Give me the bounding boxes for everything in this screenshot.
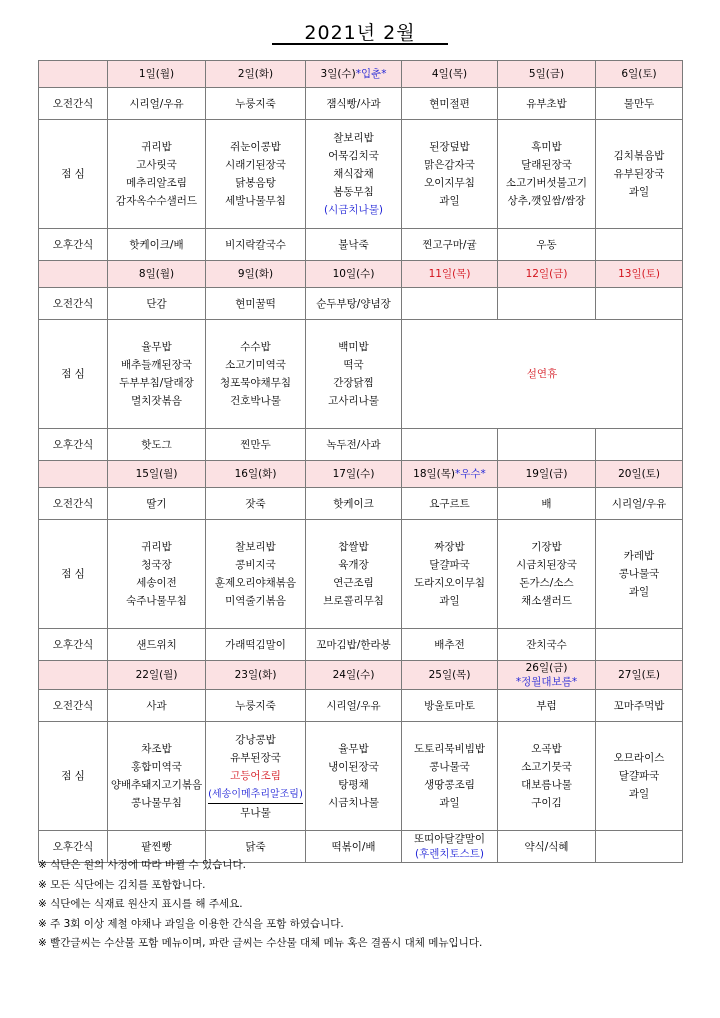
menu-item: 찰보리밥 [235,541,276,553]
pm-snack-row [39,629,683,661]
lunch-cell [206,320,306,429]
date-label: 20일(토) [618,468,660,480]
date-cell [596,261,683,288]
menu-item: 고등어조림 [230,769,281,782]
date-cell [108,461,206,488]
am-snack-row [39,88,683,120]
date-row [39,261,683,288]
menu-item: 율무밥 [141,341,172,353]
menu-item: 멸치잣볶음 [131,395,182,407]
snack-cell: 현미절편 [402,88,498,120]
menu-item: 청포묵야채무침 [219,377,291,389]
snack-cell: 순두부탕/양념장 [306,288,402,320]
snack-cell: 핫케이크/배 [108,229,206,261]
row-label: 오전간식 [39,288,108,320]
menu-item: 채소샐러드 [521,595,572,607]
date-cell [306,461,402,488]
menu-item: 두부부침/달래장 [119,377,194,389]
date-label: 12일(금) [525,268,568,280]
menu-item: 카레밥 [623,550,655,562]
snack-cell [402,429,498,461]
date-cell [108,61,206,88]
pm-snack-row [39,229,683,261]
date-label: 22일(월) [135,669,178,681]
snack-cell: 약식/식혜 [498,831,596,863]
snack-cell: 현미꿀떡 [206,288,306,320]
date-row [39,661,683,690]
menu-item: 소고기미역국 [225,359,286,371]
lunch-cell [206,120,306,229]
menu-item: 연근조림 [333,577,374,589]
date-label: 15일(월) [135,468,178,480]
snack-cell [596,629,683,661]
date-cell [306,661,402,690]
lunch-cell [498,722,596,831]
menu-item: 간장닭찜 [333,377,374,389]
lunch-row [39,520,683,629]
date-cell [498,261,596,288]
date-label: 24일(수) [332,669,375,681]
holiday-cell: 설연휴 [402,320,683,429]
date-cell [402,661,498,690]
menu-item: 맑은감자국 [424,159,475,171]
snack-cell [596,429,683,461]
lunch-row [39,120,683,229]
snack-cell: 우동 [498,229,596,261]
date-label: 19일(금) [525,468,568,480]
date-cell [306,61,402,88]
snack-cell: 닭죽 [206,831,306,863]
menu-item: 귀리밥 [141,541,172,553]
menu-item: 귀리밥 [141,141,172,153]
row-label: 점 심 [39,320,108,429]
menu-item: 채식잡채 [333,168,374,180]
menu-item: 오므라이스 [613,752,665,764]
date-label: 17일(수) [332,468,375,480]
menu-item: 김치볶음밥 [613,150,665,162]
note-line: ※ 빨간글씨는 수산물 포함 메뉴이며, 파란 글씨는 수산물 대체 메뉴 혹은 결품시 대체 메뉴입니다. [38,937,483,949]
date-cell [108,661,206,690]
menu-item: 고사리나물 [328,395,379,407]
menu-item: 달걀파국 [618,770,660,782]
date-corner-cell [39,461,108,488]
menu-item: 양배추돼지고기볶음 [110,779,203,791]
menu-item: 과일 [628,788,650,800]
snack-cell: 유부초밥 [498,88,596,120]
notes [38,856,688,954]
snack-cell: 찐고구마/귤 [402,229,498,261]
note-line: ※ 식단은 원의 사정에 따라 바뀔 수 있습니다. [38,859,246,871]
am-snack-row [39,488,683,520]
menu-item: 돈가스/소스 [519,577,574,589]
lunch-cell [402,120,498,229]
menu-item: 홍합미역국 [131,761,182,773]
snack-cell: 불낙죽 [306,229,402,261]
snack-cell: 팥찐빵 [108,831,206,863]
lunch-cell [596,520,683,629]
row-label: 오전간식 [39,690,108,722]
date-label: 5일(금) [528,68,565,80]
menu-item: 백미밥 [338,341,369,353]
menu-item: 무나물 [240,806,271,819]
date-label: 1일(월) [138,68,175,80]
note-line: ※ 식단에는 식재료 원산지 표시를 해 주세요. [38,898,243,910]
menu-item: (시금치나물) [324,204,383,216]
menu-item: 달걀파국 [429,559,470,571]
menu-item: 대보름나물 [521,779,572,791]
menu-item: 율무밥 [338,743,369,755]
lunch-cell [306,320,402,429]
lunch-cell [306,120,402,229]
snack-cell: 물만두 [596,88,683,120]
menu-item: 과일 [628,186,650,198]
snack-cell: 누룽지죽 [206,690,306,722]
lunch-cell [108,120,206,229]
lunch-cell [108,320,206,429]
lunch-row [39,320,683,429]
menu-item: 배추들깨된장국 [120,359,192,371]
snack-cell: 사과 [108,690,206,722]
snack-cell: 잼식빵/사과 [306,88,402,120]
row-label: 점 심 [39,120,108,229]
date-row [39,461,683,488]
date-label: 2일(화) [237,68,274,80]
snack-cell: 요구르트 [402,488,498,520]
menu-item: 달래된장국 [521,159,572,171]
date-cell [498,61,596,88]
lunch-cell [402,520,498,629]
menu-item: 상추,깻잎쌈/쌈장 [507,195,586,207]
menu-item: (후렌치토스트) [414,847,485,860]
row-label: 오후간식 [39,429,108,461]
snack-cell: 시리얼/우유 [108,88,206,120]
lunch-cell [596,120,683,229]
snack-cell: 잣죽 [206,488,306,520]
snack-cell: 꼬마김밥/한라봉 [306,629,402,661]
row-label: 점 심 [39,520,108,629]
event-label: *입춘* [355,68,387,80]
snack-cell: 녹두전/사과 [306,429,402,461]
snack-cell [402,288,498,320]
date-cell [596,461,683,488]
snack-cell [498,429,596,461]
menu-item: 강낭콩밥 [235,733,276,746]
date-label: 4일(목) [431,68,468,80]
row-label: 오후간식 [39,229,108,261]
menu-item: 콩나물국 [618,568,660,580]
date-cell [402,461,498,488]
menu-item: 봄동무침 [333,186,374,198]
snack-cell [596,288,683,320]
event-label: *우수* [455,468,486,480]
page-title: 2021년 2월 [304,22,416,44]
am-snack-row [39,690,683,722]
row-label: 오전간식 [39,488,108,520]
menu-item: 콩비지국 [235,559,276,571]
menu-item: 유부된장국 [613,168,665,180]
menu-item: 또띠아달걀말이 [413,832,485,845]
meal-plan-table [38,60,683,863]
menu-item: 시금치된장국 [516,559,577,571]
menu-item: (세송이메추리알조림) [208,787,303,804]
menu-item: 수수밥 [240,341,271,353]
date-cell [596,61,683,88]
lunch-cell [596,722,683,831]
note-line: ※ 주 3회 이상 제철 야채나 과일을 이용한 간식을 포함 하였습니다. [38,917,344,930]
menu-item: 과일 [439,797,460,809]
menu-item: 숙주나물무침 [126,595,187,607]
date-cell [498,461,596,488]
lunch-cell [206,722,306,831]
menu-item: 찹쌀밥 [338,541,369,553]
menu-item: 흑미밥 [531,141,562,153]
menu-item: 탕평채 [338,779,369,791]
lunch-cell [498,520,596,629]
menu-item: 닭봉음탕 [235,177,276,189]
event-label: *정월대보름* [515,676,578,688]
date-label: 8일(월) [138,268,175,280]
menu-item: 차조밥 [141,743,172,755]
lunch-row [39,722,683,831]
am-snack-row [39,288,683,320]
menu-item: 짜장밥 [434,541,465,553]
menu-item: 구이김 [531,797,562,809]
menu-item: 기장밥 [531,541,562,553]
date-label: 18일(목) [413,468,456,480]
date-corner-cell [39,61,108,88]
menu-item: 세송이전 [136,577,177,589]
snack-cell: 꼬마주먹밥 [596,690,683,722]
snack-cell [596,229,683,261]
menu-item: 감자옥수수샐러드 [115,195,198,207]
date-corner-cell [39,661,108,690]
menu-item: 미역줄기볶음 [225,595,286,607]
menu-item: 훈제오리야채볶음 [214,577,297,589]
date-cell [206,461,306,488]
snack-cell: 가래떡김말이 [206,629,306,661]
menu-item: 쥐눈이콩밥 [230,141,281,153]
lunch-cell [498,120,596,229]
date-label: 23일(화) [234,669,277,681]
menu-item: 메추리알조림 [126,177,187,189]
menu-item: 유부된장국 [230,751,281,764]
menu-item: 콩나물무침 [131,797,182,809]
snack-cell: 시리얼/우유 [596,488,683,520]
row-label: 점 심 [39,722,108,831]
menu-item: 도라지오이무침 [413,577,485,589]
date-label: 13일(토) [618,268,660,280]
menu-item: 오이지무침 [424,177,475,189]
lunch-cell [402,722,498,831]
snack-cell [498,288,596,320]
lunch-cell [206,520,306,629]
title-underline [272,43,448,45]
menu-item: 건호박나물 [230,395,281,407]
menu-item: 어묵김치국 [328,150,379,162]
snack-cell: 샌드위치 [108,629,206,661]
date-cell [108,261,206,288]
menu-item: 청국장 [141,559,172,571]
date-label: 9일(화) [237,268,274,280]
date-cell [206,661,306,690]
menu-item: 떡국 [343,359,364,371]
snack-cell: 시리얼/우유 [306,690,402,722]
lunch-cell [306,722,402,831]
snack-cell: 딸기 [108,488,206,520]
date-cell [596,661,683,690]
date-label: 27일(토) [618,669,660,681]
menu-item: 소고기뭇국 [521,761,572,773]
snack-cell: 잔치국수 [498,629,596,661]
snack-cell: 핫도그 [108,429,206,461]
menu-item: 브로콜리무침 [323,595,384,607]
menu-item: 소고기버섯불고기 [505,177,588,189]
lunch-cell [306,520,402,629]
snack-cell: 누룽지죽 [206,88,306,120]
menu-item: 시금치나물 [328,797,379,809]
row-label: 오후간식 [39,629,108,661]
note-line: ※ 모든 식단에는 김치를 포함합니다. [38,878,206,891]
menu-item: 냉이된장국 [328,761,379,773]
menu-item: 된장덮밥 [429,141,470,153]
snack-cell: 부럼 [498,690,596,722]
date-label: 25일(목) [428,669,471,681]
date-label: 6일(토) [621,68,657,80]
menu-item: 세발나물무침 [225,195,286,207]
menu-item: 과일 [439,595,460,607]
date-cell [402,61,498,88]
snack-cell: 배추전 [402,629,498,661]
date-corner-cell [39,261,108,288]
menu-item: 과일 [439,195,460,207]
lunch-cell [108,520,206,629]
date-cell [206,61,306,88]
snack-cell: 찐만두 [206,429,306,461]
pm-snack-row [39,429,683,461]
date-label: 26일(금) [525,662,568,674]
date-label: 10일(수) [332,268,375,280]
menu-item: 고사릿국 [136,159,177,171]
date-cell [306,261,402,288]
snack-cell: 핫케이크 [306,488,402,520]
snack-cell: 배 [498,488,596,520]
date-cell [402,261,498,288]
menu-item: 오곡밥 [531,743,562,755]
menu-item: 도토리묵비빔밥 [413,743,485,755]
snack-cell: 방울토마토 [402,690,498,722]
menu-item: 콩나물국 [429,761,470,773]
row-label: 오전간식 [39,88,108,120]
snack-cell: 떡볶이/배 [306,831,402,863]
menu-item: 생땅콩조림 [424,779,475,791]
menu-item: 시래기된장국 [225,159,286,171]
date-cell [498,661,596,690]
date-label: 16일(화) [234,468,277,480]
date-label: 3일(수) [320,68,356,80]
menu-item: 과일 [628,586,650,598]
lunch-cell [108,722,206,831]
snack-cell: 단감 [108,288,206,320]
snack-cell: 비지락칼국수 [206,229,306,261]
menu-item: 찰보리밥 [333,132,374,144]
menu-item: 육개장 [338,559,369,571]
row-label: 오후간식 [39,831,108,863]
date-row [39,61,683,88]
date-cell [206,261,306,288]
date-label: 11일(목) [428,268,471,280]
